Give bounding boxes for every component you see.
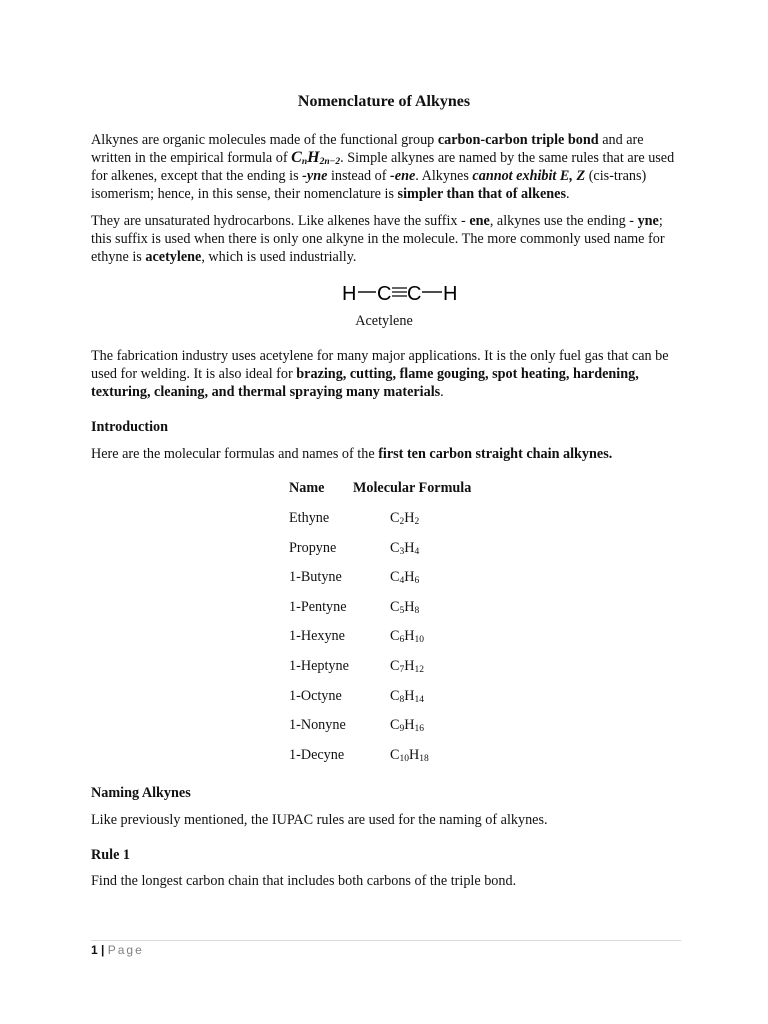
alkyne-name: 1-Octyne — [289, 687, 342, 704]
formula-element: H — [404, 658, 415, 674]
alkyne-name: 1-Butyne — [289, 569, 342, 586]
formula-subscript: 4 — [414, 546, 420, 557]
formula-subscript: 16 — [414, 724, 424, 735]
alkyne-name: 1-Pentyne — [289, 598, 347, 615]
molecular-formula — [390, 747, 429, 764]
formula-subscript: 8 — [399, 694, 405, 705]
p3-bold-applications: brazing, cutting, flame gouging, spot heating, hardening, texturing, cleaning, and thermal spraying many materials — [91, 366, 639, 400]
footer-divider — [91, 940, 681, 941]
atom-c-right: C — [407, 283, 422, 304]
formula-subscript: 7 — [399, 665, 405, 675]
formula-element: C — [390, 746, 400, 763]
formula-subscript: 10 — [399, 753, 409, 764]
p2-bold-ene: ene — [469, 213, 490, 229]
molecular-formula — [390, 569, 419, 586]
alkyne-name: 1-Heptyne — [289, 658, 349, 674]
molecular-formula — [390, 658, 424, 675]
molecular-formula — [390, 628, 424, 645]
formula-element: C — [390, 658, 400, 674]
table-row — [289, 688, 549, 708]
formula-h-sub: 2n−2 — [319, 157, 341, 167]
table-row — [289, 717, 549, 737]
formula-n: n — [301, 157, 308, 167]
p1-text-f: instead of — [327, 168, 391, 184]
formula-subscript: 5 — [399, 605, 405, 616]
structure-caption: Acetylene — [355, 313, 413, 329]
formula-element: C — [390, 598, 400, 615]
table-header-name: Name — [289, 480, 325, 496]
formula-element: C — [390, 628, 400, 645]
atom-h-right: H — [443, 283, 458, 304]
p2-bold-acetylene: acetylene — [145, 249, 202, 265]
alkyne-name: Propyne — [289, 539, 337, 556]
p4-bold-first-ten: first ten carbon straight chain alkynes. — [378, 446, 613, 462]
empirical-formula — [291, 149, 340, 166]
paragraph-suffix — [91, 212, 681, 266]
p2-text-c: , alkynes use the ending - — [489, 213, 638, 229]
p1-yne: -yne — [302, 168, 328, 184]
table-row — [289, 628, 549, 648]
formula-subscript: 12 — [414, 665, 424, 675]
formula-element: C — [390, 717, 400, 734]
formula-subscript: 6 — [399, 635, 405, 646]
p2-text-g: , which is used industrially. — [201, 249, 357, 265]
table-header-formula: Molecular Formula — [353, 480, 472, 496]
p1-text-j: (cis-trans) isomerism; hence, in this sense, their nomenclature is — [91, 168, 647, 202]
p1-bold-simpler: simpler than that of alkenes — [397, 186, 566, 202]
p2-text-a: They are unsaturated hydrocarbons. Like alkenes have the suffix - — [91, 213, 470, 229]
footer-page-number: 1 — [91, 943, 98, 957]
p1-text-c: and are written in the empirical formula of — [91, 132, 644, 166]
p4-text-a: Here are the molecular formulas and names of the — [91, 446, 379, 462]
formula-element: C — [390, 687, 400, 704]
heading-rule-1: Rule 1 — [91, 847, 131, 863]
formula-element: H — [404, 628, 415, 645]
formula-element: H — [404, 569, 415, 586]
formula-subscript: 8 — [414, 605, 420, 616]
heading-naming-alkynes: Naming Alkynes — [91, 785, 191, 801]
formula-element: H — [404, 598, 415, 615]
formula-element: C — [390, 569, 400, 586]
formula-element: H — [404, 717, 415, 734]
p1-bold-triple-bond: carbon-carbon triple bond — [437, 132, 599, 148]
alkyne-name: Ethyne — [289, 510, 330, 526]
alkyne-name: 1-Decyne — [289, 746, 345, 763]
formula-subscript: 14 — [414, 694, 424, 705]
p2-text-e: ; this suffix is used when there is only one alkyne in the molecule. The more commonly used name for ethyne is — [91, 213, 665, 265]
formula-subscript: 6 — [414, 576, 420, 587]
p1-text-a: Alkynes are organic molecules made of the functional group — [91, 132, 438, 148]
molecular-formula — [390, 599, 419, 616]
formula-subscript: 9 — [399, 724, 405, 735]
formula-element: H — [404, 510, 415, 526]
page-footer — [91, 943, 144, 957]
acetylene-structure-svg — [340, 280, 460, 304]
formula-element: H — [404, 687, 415, 704]
alkyne-name: 1-Nonyne — [289, 717, 346, 734]
formula-element: H — [408, 746, 420, 763]
atom-h-left: H — [342, 283, 357, 304]
formula-element: C — [390, 539, 400, 556]
paragraph-alkynes-definition — [91, 131, 681, 203]
molecular-formula — [390, 717, 424, 734]
table-row — [289, 658, 549, 678]
formula-h: H — [307, 149, 320, 166]
formula-subscript: 2 — [399, 517, 405, 527]
p1-text-l: . — [565, 186, 570, 202]
paragraph-fabrication — [91, 347, 681, 401]
footer-separator: | — [101, 943, 105, 957]
table-row — [289, 747, 549, 767]
table-row — [289, 540, 549, 560]
table-row — [289, 510, 549, 530]
p3-text-a: The fabrication industry uses acetylene for many major applications. It is the only fuel gas that can be used for welding. It is also ideal for — [91, 348, 669, 382]
molecular-formula — [390, 510, 419, 527]
p3-text-c: . — [440, 384, 444, 400]
paragraph-iupac: Like previously mentioned, the IUPAC rules are used for the naming of alkynes. — [91, 812, 548, 828]
formula-element: C — [390, 510, 400, 526]
p1-ene: -ene — [390, 168, 416, 184]
formula-subscript: 4 — [399, 576, 405, 587]
paragraph-rule-1: Find the longest carbon chain that includes both carbons of the triple bond. — [91, 873, 517, 889]
atom-c-left: C — [377, 283, 392, 304]
heading-introduction: Introduction — [91, 419, 168, 435]
paragraph-intro — [91, 445, 681, 463]
p1-text-h: . Alkynes — [415, 168, 473, 184]
formula-subscript: 18 — [419, 753, 429, 764]
formula-c: C — [291, 149, 302, 166]
p2-bold-yne: yne — [637, 213, 659, 229]
formula-subscript: 3 — [399, 546, 405, 557]
p1-cannot-exhibit: cannot exhibit E, Z — [472, 168, 586, 184]
alkyne-name: 1-Hexyne — [289, 628, 345, 645]
molecular-formula — [390, 540, 419, 557]
page-title: Nomenclature of Alkynes — [297, 93, 471, 110]
table-row — [289, 599, 549, 619]
molecular-formula — [390, 688, 424, 705]
p1-text-d: . Simple alkynes are named by the same rules that are used for alkenes, except that the ending is — [91, 150, 675, 184]
formula-element: H — [404, 539, 415, 556]
formula-subscript: 2 — [414, 517, 420, 527]
acetylene-structure — [340, 280, 460, 304]
table-row — [289, 569, 549, 589]
formula-subscript: 10 — [414, 635, 424, 646]
footer-page-label: Page — [107, 943, 144, 957]
